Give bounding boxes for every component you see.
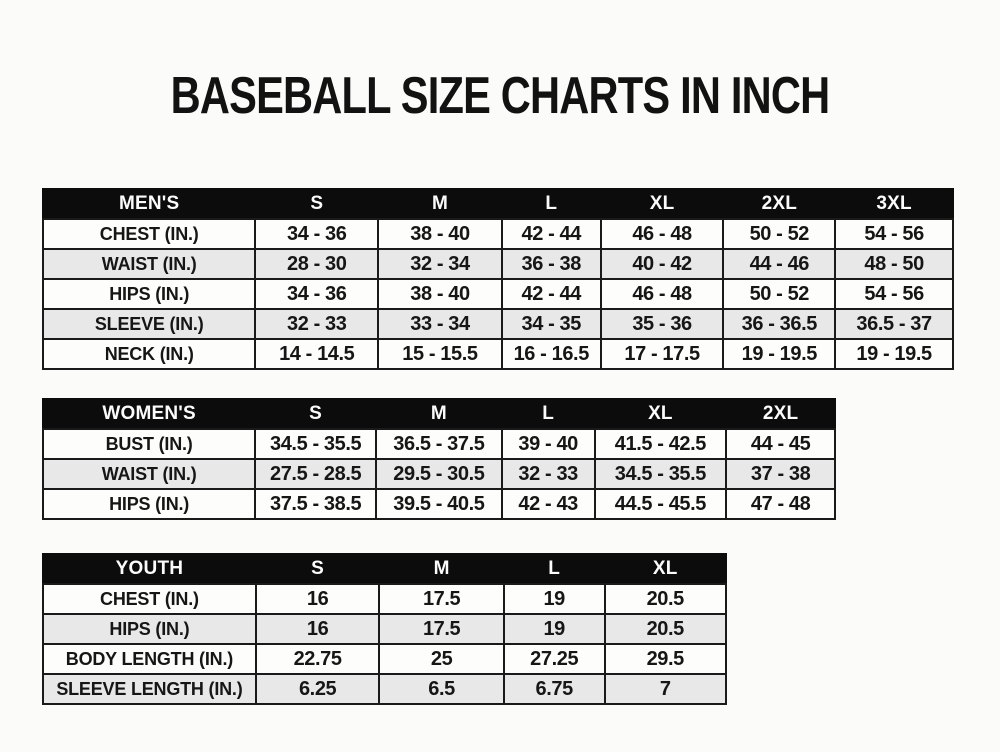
value-cell: 36 - 38 — [502, 249, 601, 279]
mens-size-table-section — [42, 188, 954, 370]
value-cell: 38 - 40 — [378, 219, 502, 249]
value-cell: 37.5 - 38.5 — [255, 489, 376, 519]
table-title-cell: YOUTH — [43, 554, 256, 584]
value-cell: 16 — [256, 614, 380, 644]
value-cell: 42 - 44 — [502, 219, 601, 249]
value-cell: 34 - 36 — [255, 279, 378, 309]
table-row — [43, 459, 835, 489]
header-row — [43, 399, 835, 429]
value-cell: 33 - 34 — [378, 309, 502, 339]
size-header-cell: XL — [605, 554, 727, 584]
table-row — [43, 584, 726, 614]
size-header-cell: 2XL — [726, 399, 835, 429]
row-label-cell: CHEST (IN.) — [43, 219, 255, 249]
size-header-cell: M — [379, 554, 503, 584]
value-cell: 34.5 - 35.5 — [255, 429, 376, 459]
womens-size-table-section — [42, 398, 836, 520]
row-label-cell: HIPS (IN.) — [43, 279, 255, 309]
mens-size-table — [42, 188, 954, 370]
value-cell: 50 - 52 — [723, 219, 835, 249]
value-cell: 19 - 19.5 — [835, 339, 953, 369]
table-title-cell: MEN'S — [43, 189, 255, 219]
value-cell: 27.5 - 28.5 — [255, 459, 376, 489]
row-label-cell: HIPS (IN.) — [43, 489, 255, 519]
value-cell: 39.5 - 40.5 — [376, 489, 502, 519]
value-cell: 37 - 38 — [726, 459, 835, 489]
value-cell: 36.5 - 37 — [835, 309, 953, 339]
value-cell: 17.5 — [379, 584, 503, 614]
row-label-cell: HIPS (IN.) — [43, 614, 256, 644]
value-cell: 29.5 - 30.5 — [376, 459, 502, 489]
value-cell: 27.25 — [504, 644, 605, 674]
row-label-cell: BODY LENGTH (IN.) — [43, 644, 256, 674]
value-cell: 16 — [256, 584, 380, 614]
row-label-cell: CHEST (IN.) — [43, 584, 256, 614]
header-row — [43, 189, 953, 219]
table-row — [43, 489, 835, 519]
womens-size-table — [42, 398, 836, 520]
value-cell: 6.5 — [379, 674, 503, 704]
value-cell: 20.5 — [605, 614, 727, 644]
value-cell: 28 - 30 — [255, 249, 378, 279]
table-row — [43, 219, 953, 249]
value-cell: 14 - 14.5 — [255, 339, 378, 369]
youth-size-table — [42, 553, 727, 705]
value-cell: 19 — [504, 584, 605, 614]
value-cell: 7 — [605, 674, 727, 704]
table-row — [43, 249, 953, 279]
table-row — [43, 339, 953, 369]
value-cell: 34.5 - 35.5 — [595, 459, 727, 489]
row-label-cell: BUST (IN.) — [43, 429, 255, 459]
table-row — [43, 644, 726, 674]
value-cell: 32 - 34 — [378, 249, 502, 279]
youth-size-table-section — [42, 553, 727, 705]
size-header-cell: 2XL — [723, 189, 835, 219]
value-cell: 35 - 36 — [601, 309, 724, 339]
value-cell: 16 - 16.5 — [502, 339, 601, 369]
value-cell: 17 - 17.5 — [601, 339, 724, 369]
value-cell: 39 - 40 — [502, 429, 595, 459]
value-cell: 40 - 42 — [601, 249, 724, 279]
size-header-cell: XL — [601, 189, 724, 219]
row-label-cell: WAIST (IN.) — [43, 459, 255, 489]
page-title: BASEBALL SIZE CHARTS IN INCH — [170, 67, 830, 125]
table-row — [43, 309, 953, 339]
value-cell: 42 - 44 — [502, 279, 601, 309]
header-row — [43, 554, 726, 584]
value-cell: 46 - 48 — [601, 279, 724, 309]
value-cell: 44.5 - 45.5 — [595, 489, 727, 519]
row-label-cell: SLEEVE (IN.) — [43, 309, 255, 339]
row-label-cell: SLEEVE LENGTH (IN.) — [43, 674, 256, 704]
value-cell: 44 - 46 — [723, 249, 835, 279]
value-cell: 41.5 - 42.5 — [595, 429, 727, 459]
value-cell: 19 - 19.5 — [723, 339, 835, 369]
value-cell: 48 - 50 — [835, 249, 953, 279]
row-label-cell: NECK (IN.) — [43, 339, 255, 369]
value-cell: 46 - 48 — [601, 219, 724, 249]
size-header-cell: S — [256, 554, 380, 584]
value-cell: 34 - 35 — [502, 309, 601, 339]
value-cell: 20.5 — [605, 584, 727, 614]
value-cell: 54 - 56 — [835, 219, 953, 249]
value-cell: 25 — [379, 644, 503, 674]
table-row — [43, 674, 726, 704]
table-row — [43, 429, 835, 459]
size-header-cell: L — [502, 399, 595, 429]
value-cell: 15 - 15.5 — [378, 339, 502, 369]
value-cell: 38 - 40 — [378, 279, 502, 309]
value-cell: 36.5 - 37.5 — [376, 429, 502, 459]
size-header-cell: S — [255, 189, 378, 219]
value-cell: 22.75 — [256, 644, 380, 674]
value-cell: 54 - 56 — [835, 279, 953, 309]
size-header-cell: L — [504, 554, 605, 584]
value-cell: 36 - 36.5 — [723, 309, 835, 339]
size-header-cell: L — [502, 189, 601, 219]
value-cell: 19 — [504, 614, 605, 644]
row-label-cell: WAIST (IN.) — [43, 249, 255, 279]
value-cell: 50 - 52 — [723, 279, 835, 309]
table-row — [43, 279, 953, 309]
size-header-cell: 3XL — [835, 189, 953, 219]
value-cell: 34 - 36 — [255, 219, 378, 249]
value-cell: 32 - 33 — [502, 459, 595, 489]
value-cell: 44 - 45 — [726, 429, 835, 459]
value-cell: 17.5 — [379, 614, 503, 644]
value-cell: 29.5 — [605, 644, 727, 674]
table-title-cell: WOMEN'S — [43, 399, 255, 429]
table-row — [43, 614, 726, 644]
value-cell: 32 - 33 — [255, 309, 378, 339]
value-cell: 42 - 43 — [502, 489, 595, 519]
size-header-cell: M — [376, 399, 502, 429]
size-header-cell: M — [378, 189, 502, 219]
size-header-cell: S — [255, 399, 376, 429]
value-cell: 6.25 — [256, 674, 380, 704]
value-cell: 47 - 48 — [726, 489, 835, 519]
value-cell: 6.75 — [504, 674, 605, 704]
size-header-cell: XL — [595, 399, 727, 429]
